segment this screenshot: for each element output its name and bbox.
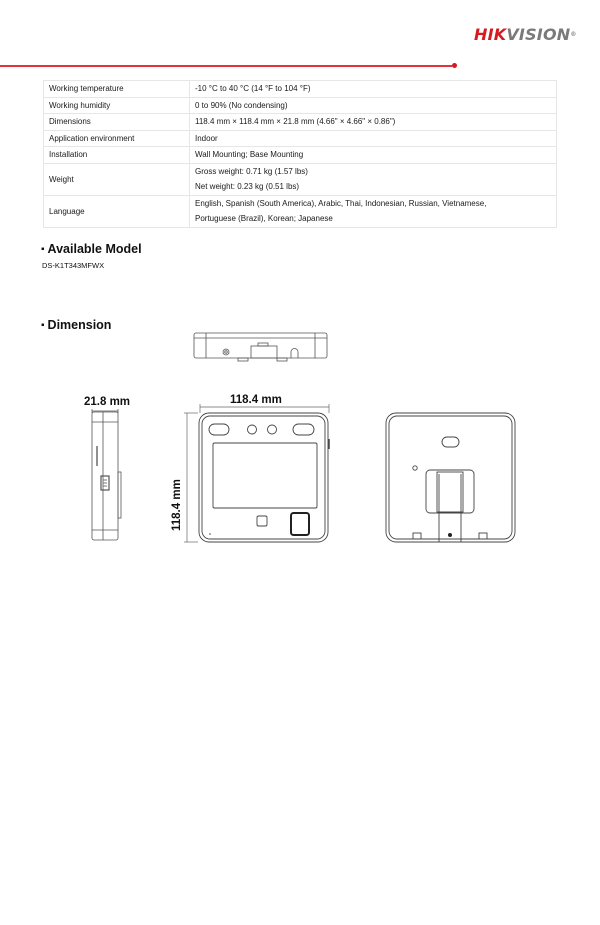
spec-value (190, 163, 557, 195)
header-divider-dot (452, 63, 457, 68)
spec-value (190, 147, 557, 164)
dimension-heading (41, 318, 111, 332)
depth-dimension-label: 21.8 mm (84, 396, 131, 408)
spec-label: Weight (44, 163, 190, 195)
back-view-drawing (385, 412, 517, 544)
spec-value (190, 130, 557, 147)
side-view-drawing (90, 408, 126, 544)
bullet-icon: ▪ (41, 320, 45, 331)
height-dimension-label: 118.4 mm (171, 479, 183, 531)
spec-value (190, 97, 557, 114)
spec-value (190, 195, 557, 227)
spec-value-line: Indoor (195, 133, 218, 143)
spec-value-line: -10 °C to 40 °C (14 °F to 104 °F) (195, 84, 311, 93)
top-view-drawing (193, 332, 329, 362)
table-row (44, 81, 557, 98)
spec-value (190, 114, 557, 131)
table-row (44, 114, 557, 131)
spec-label: Dimensions (44, 114, 190, 131)
spec-value-line: Portuguese (Brazil), Korean; Japanese (195, 214, 333, 223)
spec-label: Language (44, 195, 190, 227)
spec-value (190, 81, 557, 98)
spec-label: Working humidity (44, 97, 190, 114)
available-model-heading (41, 242, 142, 256)
table-row (44, 130, 557, 147)
spec-label: Installation (44, 147, 190, 164)
spec-value-line: English, Spanish (South America), Arabic, Thai, Indonesian, Russian, Vietnamese, (195, 198, 487, 208)
dimension-title: Dimension (47, 318, 112, 332)
table-row (44, 163, 557, 195)
width-dimension-label: 118.4 mm (230, 394, 282, 406)
spec-label: Working temperature (44, 81, 190, 98)
table-row (44, 97, 557, 114)
front-view-drawing (184, 404, 334, 549)
spec-value-line: Net weight: 0.23 kg (0.51 lbs) (195, 182, 300, 191)
registered-mark: ® (570, 31, 577, 38)
table-row (44, 195, 557, 227)
spec-value-line: 118.4 mm × 118.4 mm × 21.8 mm (4.66" × 4.66" × 0.86") (195, 117, 396, 126)
spec-value-line: 0 to 90% (No condensing) (195, 100, 288, 110)
spec-value-line: Gross weight: 0.71 kg (1.57 lbs) (195, 166, 308, 176)
hikvision-logo (474, 27, 577, 43)
spec-table (43, 80, 557, 228)
table-row (44, 147, 557, 164)
logo-hik: HIK (474, 25, 507, 44)
available-model-title: Available Model (47, 242, 142, 256)
bullet-icon: ▪ (41, 244, 45, 255)
logo-vision: VISION (506, 25, 571, 44)
spec-label: Application environment (44, 130, 190, 147)
spec-value-line: Wall Mounting; Base Mounting (195, 150, 304, 159)
model-number: DS-K1T343MFWX (42, 261, 105, 270)
header-divider (0, 65, 452, 67)
